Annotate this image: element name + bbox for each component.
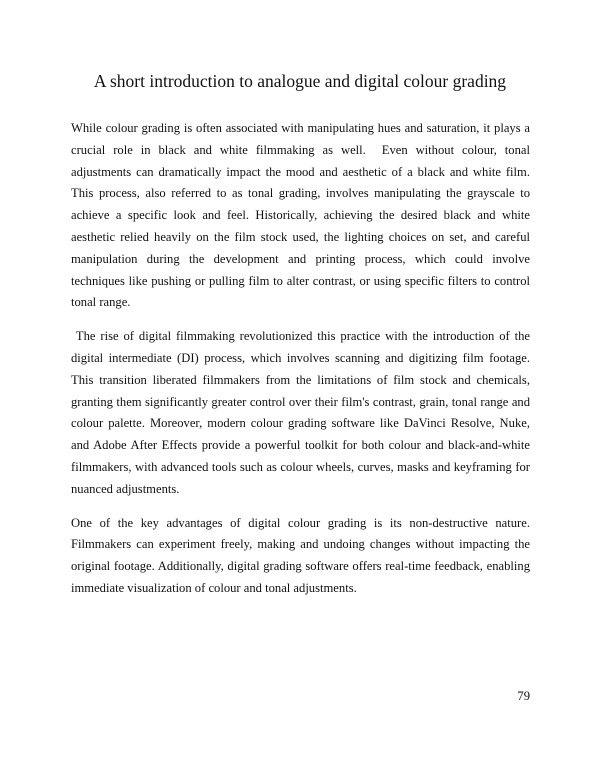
- paragraph-3: One of the key advantages of digital colour grading is its non-destructive nature. Filmmakers can experiment freely, making and undoing changes without impacting the original footage. Additionally, digital grading software offers real-time feedback, enabling immediate visualization of colour and tonal adjustments.: [71, 515, 534, 595]
- body-text: [71, 118, 534, 612]
- page-number: 79: [517, 689, 530, 703]
- paragraph-1: While colour grading is often associated with manipulating hues and saturation, it plays a crucial role in black and white filmmaking as well. Even without colour, tonal adjustments can dramatically impact the mood and aesthetic of a black and white film. This process, also referred to as tonal grading, involves manipulating the grayscale to achieve a specific look and feel. Historically, achieving the desired black and white aesthetic relied heavily on the film stock used, the lighting choices on set, and careful manipulation during the development and printing process, which could involve techniques like pushing or pulling film to alter contrast, or using specific filters to control tonal range.: [71, 121, 534, 310]
- page-title: A short introduction to analogue and digital colour grading: [93, 71, 507, 91]
- paragraph-2: The rise of digital filmmaking revolutionized this practice with the introduction of the digital intermediate (DI) process, which involves scanning and digitizing film footage. This transition liberated filmmakers from the limitations of film stock and chemicals, granting them significantly greater control over their film's contrast, grain, tonal range and colour palette. Moreover, modern colour grading software like DaVinci Resolve, Nuke, and Adobe After Effects provide a powerful toolkit for both colour and black-and-white filmmakers, with advanced tools such as colour wheels, curves, masks and keyframing for nuanced adjustments.: [71, 329, 534, 496]
